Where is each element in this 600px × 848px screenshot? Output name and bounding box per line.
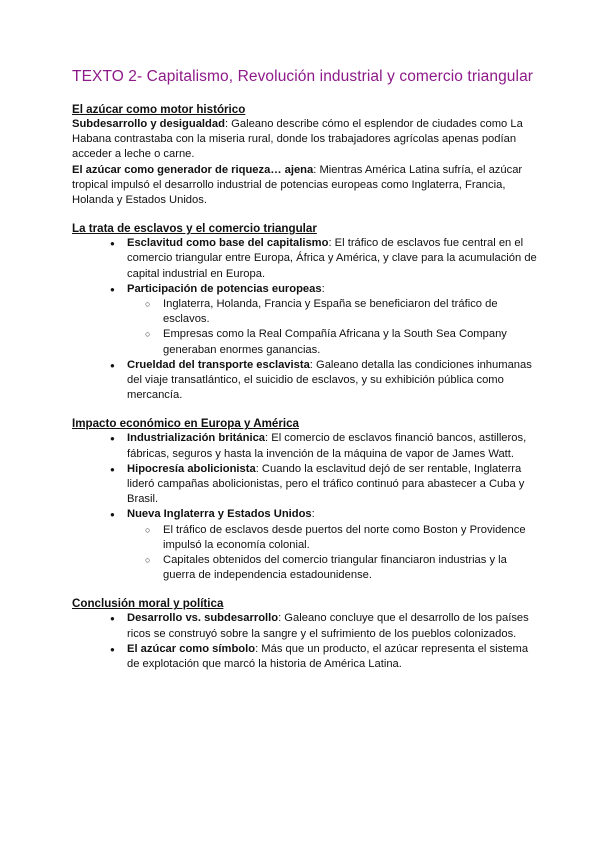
term: El azúcar como símbolo — [127, 642, 256, 655]
term: Esclavitud como base del capitalismo — [127, 237, 329, 250]
description: : Cuando la esclavitud dejó de ser rentable, Inglaterra lideró campañas abolicionistas, pero el tráfico continuó para abastecer a Cuba y Brasil. — [127, 462, 525, 506]
sub-list-item: ○ Inglaterra, Holanda, Francia y España se beneficiaron del tráfico de esclavos. — [163, 297, 540, 327]
list-item — [127, 507, 540, 583]
description: : Galeano detalla las condiciones inhumanas del viaje transatlántico, el suicidio de esclavos, y su exhibición pública como mercancía. — [127, 358, 532, 402]
section-azucar-motor — [72, 102, 540, 208]
sub-list-item: ○ Capitales obtenidos del comercio triangular financiaron industrias y la guerra de independencia estadounidense. — [163, 553, 540, 583]
list-item — [127, 462, 540, 508]
term: Crueldad del transporte esclavista — [127, 358, 310, 371]
term: Hipocresía abolicionista — [127, 462, 256, 475]
list-item — [127, 611, 540, 641]
section-heading: Conclusión moral y política — [72, 597, 224, 611]
description: : Más que un producto, el azúcar representa el sistema de explotación que marcó la historia de América Latina. — [127, 642, 529, 671]
list-item — [127, 642, 540, 672]
section-heading: Impacto económico en Europa y América — [72, 417, 300, 431]
list-item — [127, 358, 540, 404]
section-trata-esclavos — [72, 221, 540, 403]
term: Participación de potencias europeas — [127, 282, 322, 295]
description: : Galeano describe cómo el esplendor de ciudades como La Habana contrastaba con la miseria rural, donde los trabajadores agrícolas apenas podían acceder a leche o carne. — [72, 118, 523, 161]
sub-list-item: ○ Empresas como la Real Compañía Africana y la South Sea Company generaban enormes ganancias. — [163, 327, 540, 357]
description: : El tráfico de esclavos fue central en el comercio triangular entre Europa, África y América, y clave para la acumulación de capital industrial en Europa. — [127, 237, 537, 280]
description: : — [321, 282, 325, 295]
sub-list-item: ○ El tráfico de esclavos desde puertos del norte como Boston y Providence impulsó la economía colonial. — [163, 523, 540, 553]
section-heading: La trata de esclavos y el comercio triangular — [72, 222, 317, 236]
section-conclusion — [72, 596, 540, 672]
section-impacto-economico — [72, 416, 540, 583]
document-title: TEXTO 2- Capitalismo, Revolución industrial y comercio triangular — [72, 68, 534, 85]
list-item — [127, 282, 540, 358]
term: Nueva Inglaterra y Estados Unidos — [127, 508, 312, 521]
paragraph — [72, 117, 540, 163]
list-item — [127, 236, 540, 282]
section-heading: El azúcar como motor histórico — [72, 103, 246, 116]
bullet-list — [72, 611, 540, 672]
list-item — [127, 431, 540, 461]
term: El azúcar como generador de riqueza… ajena — [72, 163, 314, 176]
term: Subdesarrollo y desigualdad — [72, 118, 225, 130]
bullet-list — [72, 236, 540, 403]
description: : Mientras América Latina sufría, el azúcar tropical impulsó el desarrollo industrial de potencias europeas como Inglaterra, Francia, Holanda y Estados Unidos. — [72, 163, 523, 207]
term: Desarrollo vs. subdesarrollo — [127, 612, 279, 625]
bullet-list — [72, 431, 540, 583]
sub-list — [127, 297, 540, 358]
paragraph — [72, 163, 540, 209]
sub-list — [127, 523, 540, 584]
term: Industrialización británica — [127, 432, 266, 445]
description: : Galeano concluye que el desarrollo de los países ricos se construyó sobre la sangre y el sufrimiento de los pueblos colonizados. — [127, 612, 529, 640]
description: : — [311, 508, 315, 521]
description: : El comercio de esclavos financió bancos, astilleros, fábricas, seguros y hasta la invención de la máquina de vapor de James Watt. — [127, 432, 527, 460]
